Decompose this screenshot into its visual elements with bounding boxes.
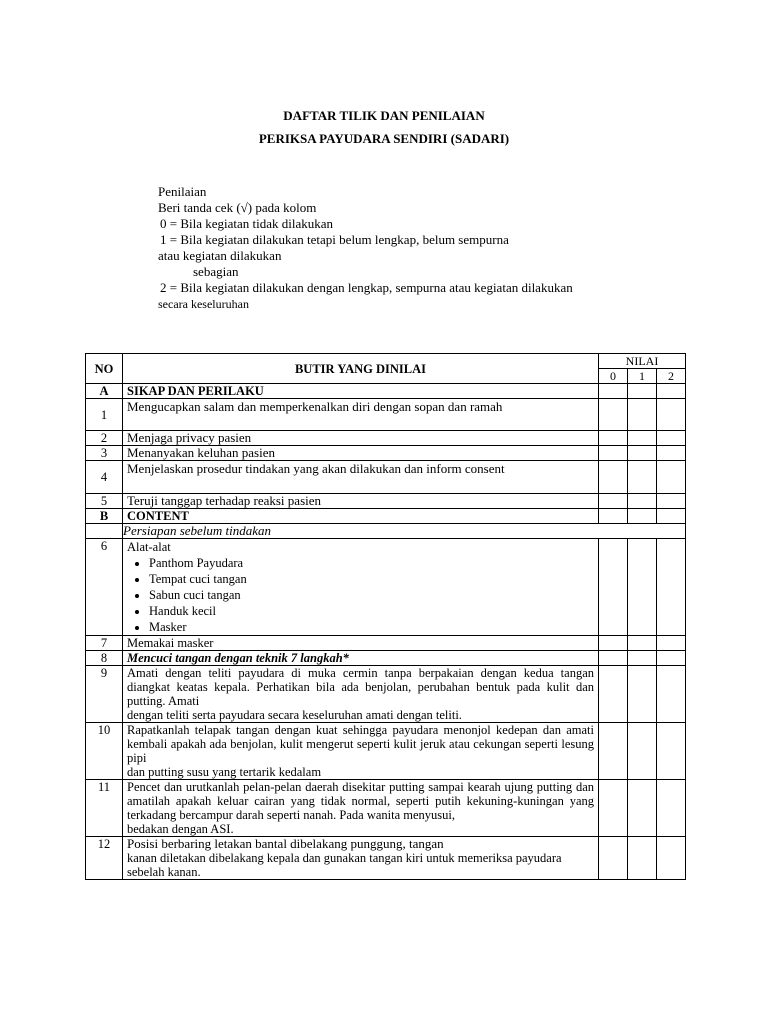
score-cell[interactable] xyxy=(599,636,628,651)
row-no: 7 xyxy=(86,636,123,651)
score-cell[interactable] xyxy=(599,461,628,494)
table-row xyxy=(86,666,686,723)
table-row xyxy=(86,780,686,837)
score-cell[interactable] xyxy=(599,431,628,446)
section-b-row xyxy=(86,509,686,524)
score-cell[interactable] xyxy=(657,494,686,509)
row-text-main: Amati dengan teliti payudara di muka cermin tanpa berpakaian dengan kedua tangan diangkat keatas kepala. Perhatikan bila ada benjolan, perubahan bentuk pada kulit dan putting. Amati xyxy=(127,666,594,708)
row-no: 9 xyxy=(86,666,123,723)
row-text: Mencuci tangan dengan teknik 7 langkah* xyxy=(123,651,599,666)
score-cell[interactable] xyxy=(599,446,628,461)
score-2-desc-cont: secara keseluruhan xyxy=(158,297,249,311)
row-no: 2 xyxy=(86,431,123,446)
instructions-heading: Penilaian xyxy=(158,184,207,199)
score-cell[interactable] xyxy=(599,837,628,880)
table-row xyxy=(86,539,686,636)
table-row xyxy=(86,431,686,446)
score-cell[interactable] xyxy=(657,399,686,431)
section-a-row xyxy=(86,384,686,399)
score-cell[interactable] xyxy=(628,780,657,837)
row-text: Teruji tanggap terhadap reaksi pasien xyxy=(123,494,599,509)
score-cell[interactable] xyxy=(599,399,628,431)
row-no: 12 xyxy=(86,837,123,880)
document-subtitle: PERIKSA PAYUDARA SENDIRI (SADARI) xyxy=(258,131,510,146)
score-2-header: 2 xyxy=(657,369,686,384)
score-cell[interactable] xyxy=(628,666,657,723)
table-header-row xyxy=(86,354,686,369)
section-no: B xyxy=(86,509,123,524)
table-row xyxy=(86,399,686,431)
row-no: 4 xyxy=(86,461,123,494)
col-item-header: BUTIR YANG DINILAI xyxy=(123,354,599,384)
score-cell[interactable] xyxy=(628,461,657,494)
list-item: • Panthom Payudara xyxy=(149,555,594,571)
subsection-row xyxy=(86,524,686,539)
row-text-cont: dengan teliti serta payudara secara keseluruhan amati dengan teliti. xyxy=(127,708,462,722)
score-cell[interactable] xyxy=(657,539,686,636)
score-cell[interactable] xyxy=(657,723,686,780)
instructions xyxy=(158,184,573,312)
score-cell[interactable] xyxy=(657,431,686,446)
score-cell[interactable] xyxy=(599,651,628,666)
list-item: • Masker xyxy=(149,619,594,635)
equipment-list xyxy=(127,555,594,635)
score-cell[interactable] xyxy=(599,539,628,636)
row-text xyxy=(123,539,599,636)
list-item: • Tempat cuci tangan xyxy=(149,571,594,587)
row-text xyxy=(123,837,599,880)
row-no: 8 xyxy=(86,651,123,666)
list-item: • Handuk kecil xyxy=(149,603,594,619)
score-cell[interactable] xyxy=(599,494,628,509)
score-0-desc: 0 = Bila kegiatan tidak dilakukan xyxy=(160,216,334,231)
section-no: A xyxy=(86,384,123,399)
row-text: Memakai masker xyxy=(123,636,599,651)
score-cell[interactable] xyxy=(657,461,686,494)
score-cell[interactable] xyxy=(657,636,686,651)
row-text: Menjaga privacy pasien xyxy=(123,431,599,446)
score-cell[interactable] xyxy=(657,446,686,461)
score-cell[interactable] xyxy=(628,723,657,780)
row-no: 5 xyxy=(86,494,123,509)
row-text xyxy=(123,666,599,723)
col-score-header: NILAI xyxy=(599,354,686,369)
table-row xyxy=(86,446,686,461)
instructions-check: Beri tanda cek (√) pada kolom xyxy=(158,200,317,215)
row-text-main: Pencet dan urutkanlah pelan-pelan daerah disekitar putting sampai kearah ujung putting dan amatilah apakah keluar cairan yang tidak normal, seperti putih kekuning-kuningan yang terkadang bercampur darah seperti nanah. Pada wanita menyusui, xyxy=(127,780,594,822)
score-cell[interactable] xyxy=(657,651,686,666)
score-cell[interactable] xyxy=(657,509,686,524)
row-text-cont: bedakan dengan ASI. xyxy=(127,822,234,836)
row-no: 10 xyxy=(86,723,123,780)
table-row xyxy=(86,461,686,494)
checklist-table xyxy=(85,353,686,880)
section-label: SIKAP DAN PERILAKU xyxy=(123,384,599,399)
row-text xyxy=(123,723,599,780)
score-cell[interactable] xyxy=(628,636,657,651)
score-2-desc: 2 = Bila kegiatan dilakukan dengan lengkap, sempurna atau kegiatan dilakukan xyxy=(160,280,573,295)
score-cell[interactable] xyxy=(628,494,657,509)
row-text-cont: kanan diletakan dibelakang kepala dan gunakan tangan kiri untuk memeriksa payudara sebelah kanan. xyxy=(127,851,562,879)
score-cell[interactable] xyxy=(628,539,657,636)
score-cell[interactable] xyxy=(657,384,686,399)
score-cell[interactable] xyxy=(628,651,657,666)
score-cell[interactable] xyxy=(657,837,686,880)
score-1-desc-cont: atau kegiatan dilakukan xyxy=(158,248,282,263)
row-text xyxy=(123,780,599,837)
score-0-header: 0 xyxy=(599,369,628,384)
table-row xyxy=(86,837,686,880)
equipment-heading: Alat-alat xyxy=(127,540,171,554)
score-cell[interactable] xyxy=(599,780,628,837)
row-text: Mengucapkan salam dan memperkenalkan diri dengan sopan dan ramah xyxy=(123,399,599,431)
score-1-header: 1 xyxy=(628,369,657,384)
table-row xyxy=(86,651,686,666)
table-row xyxy=(86,723,686,780)
row-text: Menjelaskan prosedur tindakan yang akan dilakukan dan inform consent xyxy=(123,461,599,494)
row-no: 11 xyxy=(86,780,123,837)
score-cell[interactable] xyxy=(628,837,657,880)
score-cell[interactable] xyxy=(599,384,628,399)
row-no: 6 xyxy=(86,539,123,636)
row-no: 1 xyxy=(86,399,123,431)
row-no: 3 xyxy=(86,446,123,461)
col-no-header: NO xyxy=(86,354,123,384)
row-text-main: Rapatkanlah telapak tangan dengan kuat sehingga payudara menonjol kedepan dan amati kembali apakah ada benjolan, kulit mengerut seperti kulit jeruk atau cekungan seperti lesung pipi xyxy=(127,723,594,765)
table-row xyxy=(86,636,686,651)
row-text: Menanyakan keluhan pasien xyxy=(123,446,599,461)
row-text-cont: dan putting susu yang tertarik kedalam xyxy=(127,765,322,779)
table-row xyxy=(86,494,686,509)
row-text-main: Posisi berbaring letakan bantal dibelakang punggung, tangan xyxy=(127,836,444,851)
score-cell[interactable] xyxy=(628,431,657,446)
list-item: • Sabun cuci tangan xyxy=(149,587,594,603)
score-1-desc: 1 = Bila kegiatan dilakukan tetapi belum lengkap, belum sempurna xyxy=(160,232,509,247)
score-cell[interactable] xyxy=(628,384,657,399)
score-cell[interactable] xyxy=(628,509,657,524)
section-label: CONTENT xyxy=(123,509,599,524)
empty-cell xyxy=(86,524,123,539)
score-1-desc-cont2: sebagian xyxy=(193,264,239,279)
score-cell[interactable] xyxy=(657,666,686,723)
score-cell[interactable] xyxy=(628,446,657,461)
score-cell[interactable] xyxy=(599,666,628,723)
score-cell[interactable] xyxy=(657,780,686,837)
document-title: DAFTAR TILIK DAN PENILAIAN xyxy=(283,108,485,123)
subsection-label: Persiapan sebelum tindakan xyxy=(123,524,686,539)
score-cell[interactable] xyxy=(628,399,657,431)
score-cell[interactable] xyxy=(599,723,628,780)
score-cell[interactable] xyxy=(599,509,628,524)
